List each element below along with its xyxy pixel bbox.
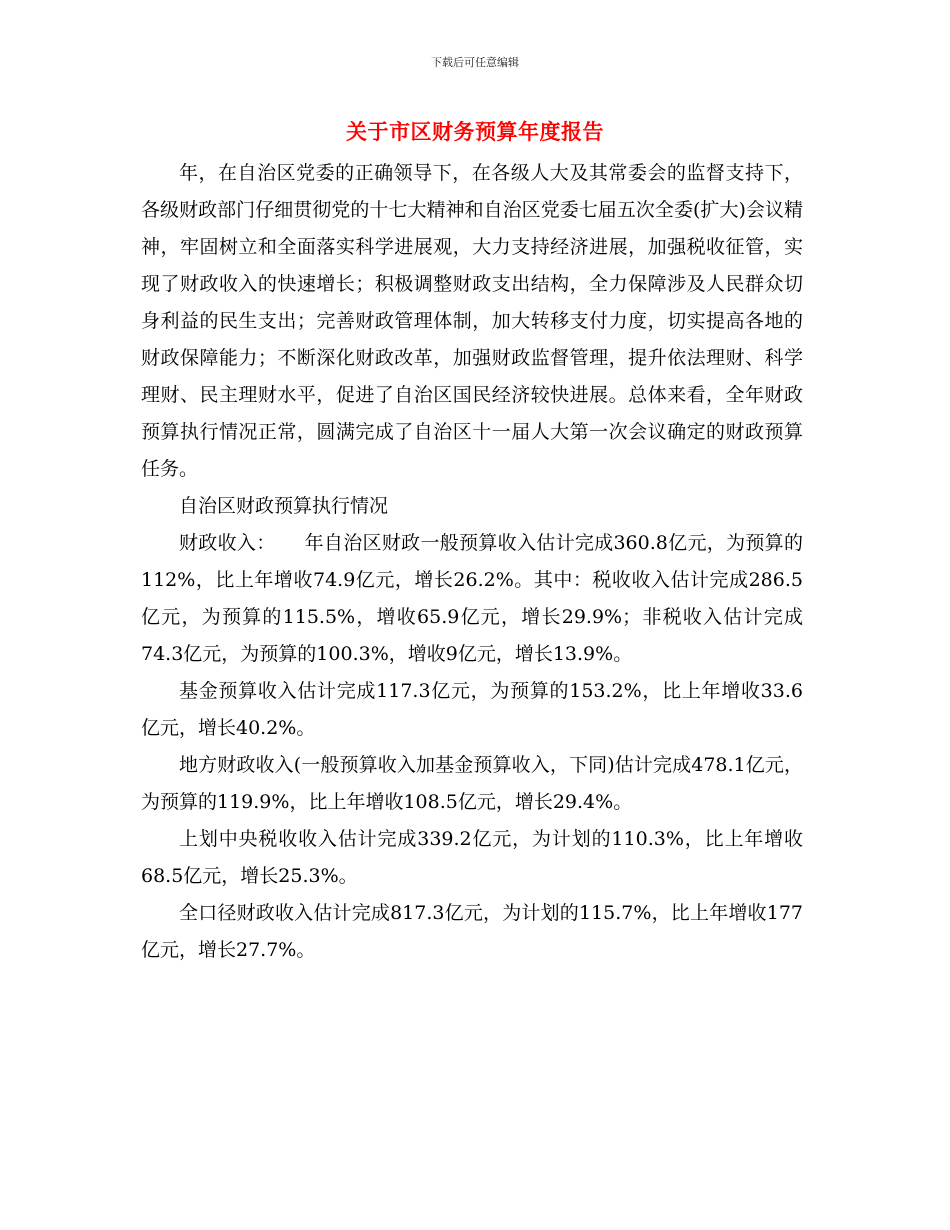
paragraph-central-tax: 上划中央税收收入估计完成339.2亿元，为计划的110.3%，比上年增收68.5亿元，增长25.3%。 — [141, 828, 803, 887]
paragraph-revenue: 财政收入： 年自治区财政一般预算收入估计完成360.8亿元，为预算的112%，比上年增收74.9亿元，增长26.2%。其中：税收收入估计完成286.5亿元，为预算的115.5%，增收65.9亿元，增长29.9%；非税收入估计完成74.3亿元，为预算的100.3%，增收9亿元，增长13.9%。 — [141, 532, 803, 665]
document-title: 关于市区财务预算年度报告 — [346, 119, 604, 144]
paragraph-fund-budget: 基金预算收入估计完成117.3亿元，为预算的153.2%，比上年增收33.6亿元，增长40.2%。 — [141, 680, 803, 739]
document-body — [141, 155, 803, 969]
paragraph-intro: 年，在自治区党委的正确领导下，在各级人大及其常委会的监督支持下，各级财政部门仔细贯彻党的十七大精神和自治区党委七届五次全委(扩大)会议精神，牢固树立和全面落实科学进展观，大力支持经济进展，加强税收征管，实现了财政收入的快速增长；积极调整财政支出结构，全力保障涉及人民群众切身利益的民生支出；完善财政管理体制，加大转移支付力度，切实提高各地的财政保障能力；不断深化财政改革，加强财政监督管理，提升依法理财、科学理财、民主理财水平，促进了自治区国民经济较快进展。总体来看，全年财政预算执行情况正常，圆满完成了自治区十一届人大第一次会议确定的财政预算任务。 — [141, 162, 803, 480]
paragraph-local-revenue: 地方财政收入(一般预算收入加基金预算收入，下同)估计完成478.1亿元，为预算的119.9%，比上年增收108.5亿元，增长29.4%。 — [141, 754, 803, 813]
section-heading: 自治区财政预算执行情况 — [179, 495, 389, 517]
paragraph-total-revenue: 全口径财政收入估计完成817.3亿元，为计划的115.7%，比上年增收177亿元，增长27.7%。 — [141, 902, 803, 961]
header-note: 下载后可任意编辑 — [431, 56, 519, 69]
